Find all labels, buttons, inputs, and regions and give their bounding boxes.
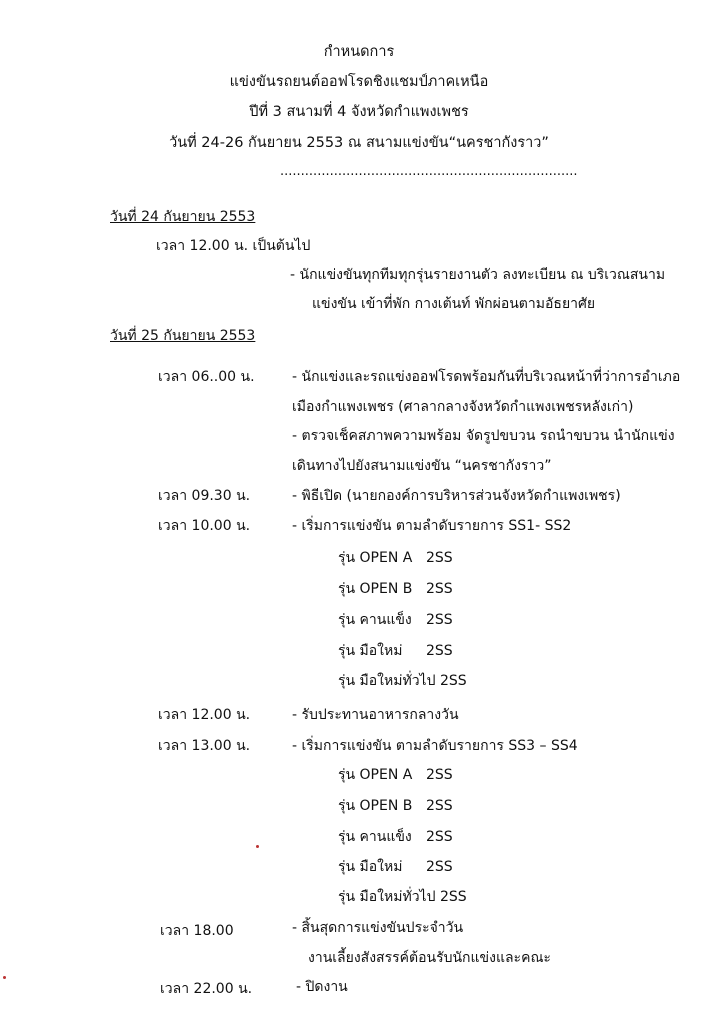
day1-time: เวลา 12.00 น. เป็นต้นไป [156, 238, 311, 254]
class-row: รุ่น มือใหม่ 2SS [338, 643, 453, 659]
class-row: รุ่น มือใหม่ทั่วไป 2SS [338, 673, 467, 689]
class-row: รุ่น OPEN B 2SS [338, 581, 453, 597]
class-row: รุ่น คานแข็ง 2SS [338, 829, 453, 845]
scan-speck [256, 845, 259, 848]
class-row: รุ่น OPEN A 2SS [338, 767, 453, 783]
activity-line: เดินทางไปยังสนามแข่งขัน “นครชากังราว” [292, 458, 552, 474]
activity-line: - เริ่มการแข่งขัน ตามลำดับรายการ SS3 – SS4 [292, 738, 578, 754]
time-2200: เวลา 22.00 น. [160, 981, 253, 997]
event-season: ปีที่ 3 สนามที่ 4 จังหวัดกำแพงเพชร [249, 104, 469, 120]
time-1200: เวลา 12.00 น. [158, 707, 251, 723]
activity-line: - รับประทานอาหารกลางวัน [292, 707, 459, 723]
time-0600: เวลา 06..00 น. [158, 369, 255, 385]
class-row: รุ่น มือใหม่ 2SS [338, 859, 453, 875]
activity-line: - พิธีเปิด (นายกองค์การบริหารส่วนจังหวัดกำแพงเพชร) [292, 488, 621, 504]
day1-item-line1: - นักแข่งขันทุกทีมทุกรุ่นรายงานตัว ลงทะเบียน ณ บริเวณสนาม [290, 267, 666, 283]
time-0930: เวลา 09.30 น. [158, 488, 251, 504]
class-row: รุ่น OPEN A 2SS [338, 550, 453, 566]
activity-line: - ตรวจเช็คสภาพความพร้อม จัดรูปขบวน รถนำขบวน นำนักแข่ง [292, 428, 675, 444]
day1-item-line2: แข่งขัน เข้าที่พัก กางเต้นท์ พักผ่อนตามอัธยาศัย [312, 296, 596, 312]
time-1300: เวลา 13.00 น. [158, 738, 251, 754]
doc-title: กำหนดการ [323, 44, 395, 60]
activity-line: - เริ่มการแข่งขัน ตามลำดับรายการ SS1- SS2 [292, 518, 572, 534]
activity-line: - นักแข่งและรถแข่งออฟโรดพร้อมกันที่บริเวณหน้าที่ว่าการอำเภอ [292, 369, 681, 385]
event-date-venue: วันที่ 24-26 กันยายน 2553 ณ สนามแข่งขัน“นครชากังราว” [169, 135, 549, 151]
class-row: รุ่น มือใหม่ทั่วไป 2SS [338, 889, 467, 905]
activity-line: - สิ้นสุดการแข่งขันประจำวัน [292, 920, 464, 936]
event-name: แข่งขันรถยนต์ออฟโรดชิงแชมป์ภาคเหนือ [229, 74, 489, 90]
activity-line: - ปิดงาน [296, 979, 348, 995]
class-row: รุ่น คานแข็ง 2SS [338, 612, 453, 628]
time-1800: เวลา 18.00 [160, 923, 234, 939]
activity-line: งานเลี้ยงสังสรรค์ต้อนรับนักแข่งและคณะ [308, 950, 551, 966]
day1-heading: วันที่ 24 กันยายน 2553 [110, 209, 256, 225]
class-row: รุ่น OPEN B 2SS [338, 798, 453, 814]
time-1000: เวลา 10.00 น. [158, 518, 251, 534]
dotted-divider: ........................................................................ [280, 164, 578, 179]
day2-heading: วันที่ 25 กันยายน 2553 [110, 328, 256, 344]
scan-speck [3, 976, 6, 979]
activity-line: เมืองกำแพงเพชร (ศาลากลางจังหวัดกำแพงเพชรหลังเก่า) [292, 399, 634, 415]
